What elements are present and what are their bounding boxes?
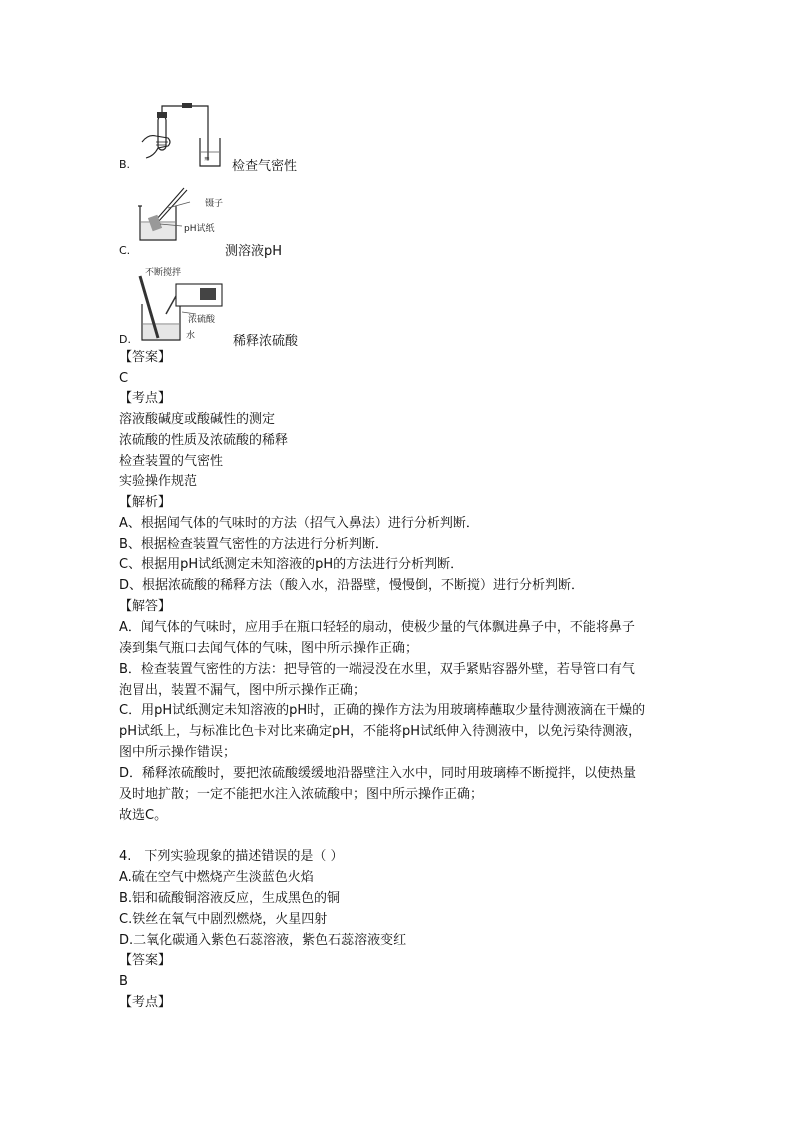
jiexi-line: C、根据用pH试纸测定未知溶液的pH的方法进行分析判断． bbox=[119, 557, 464, 572]
jieda-heading: 【解答】 bbox=[119, 599, 172, 614]
kaodian-item: 检查装置的气密性 bbox=[119, 454, 224, 469]
q4-option-b: B.铝和硫酸铜溶液反应，生成黑色的铜 bbox=[119, 891, 341, 906]
kaodian-heading: 【考点】 bbox=[119, 391, 172, 406]
kaodian-item: 浓硫酸的性质及浓硫酸的稀释 bbox=[119, 433, 289, 448]
tweezers-label: 镊子 bbox=[205, 199, 224, 209]
airtightness-figure bbox=[138, 98, 230, 170]
q4-answer-value: B bbox=[119, 974, 128, 989]
jiexi-heading: 【解析】 bbox=[119, 495, 172, 510]
answer-heading: 【答案】 bbox=[119, 350, 172, 365]
figure-b-caption: 检查气密性 bbox=[232, 159, 298, 174]
figure-c-caption: 测溶液pH bbox=[225, 244, 283, 259]
q4-answer-heading: 【答案】 bbox=[119, 953, 172, 968]
acid-label: 浓硫酸 bbox=[188, 315, 216, 325]
kaodian-item: 实验操作规范 bbox=[119, 474, 198, 489]
jieda-line: C．用pH试纸测定未知溶液的pH时，正确的操作方法为用玻璃棒蘸取少量待测液滴在干燥的 bbox=[119, 703, 646, 718]
svg-text:≋: ≋ bbox=[204, 155, 210, 163]
jieda-line: 泡冒出，装置不漏气，图中所示操作正确； bbox=[119, 683, 367, 698]
jieda-line: B．检查装置气密性的方法：把导管的一端浸没在水里，双手紧贴容器外壁，若导管口有气 bbox=[119, 662, 635, 677]
water-label: 水 bbox=[186, 331, 196, 341]
jieda-line: D．稀释浓硫酸时，要把浓硫酸缓缓地沿器壁注入水中，同时用玻璃棒不断搅拌，以使热量 bbox=[119, 766, 637, 781]
jieda-line: 凑到集气瓶口去闻气体的气味，图中所示操作正确； bbox=[119, 641, 419, 656]
q4-option-d: D.二氧化碳通入紫色石蕊溶液，紫色石蕊溶液变红 bbox=[119, 933, 407, 948]
kaodian-item: 溶液酸碱度或酸碱性的测定 bbox=[119, 412, 276, 427]
figure-c-letter: C. bbox=[119, 244, 131, 257]
jieda-line: pH试纸上，与标准比色卡对比来确定pH，不能将pH试纸伸入待测液中，以免污染待测液， bbox=[119, 724, 642, 739]
q4-option-a: A.硫在空气中燃烧产生淡蓝色火焰 bbox=[119, 870, 314, 885]
figure-b-letter: B. bbox=[119, 158, 131, 171]
jiexi-line: D、根据浓硫酸的稀释方法（酸入水，沿器壁，慢慢倒，不断搅）进行分析判断． bbox=[119, 578, 585, 593]
jieda-line: 图中所示操作错误； bbox=[119, 745, 237, 760]
jieda-line: A．闻气体的气味时，应用手在瓶口轻轻的扇动，使极少量的气体飘进鼻子中，不能将鼻子 bbox=[119, 620, 635, 635]
ph-test-figure bbox=[136, 186, 206, 244]
question-4-stem: 4. 下列实验现象的描述错误的是（ ） bbox=[119, 849, 344, 864]
figure-d-caption: 稀释浓硫酸 bbox=[233, 334, 299, 349]
jiexi-line: A、根据闻气体的气味时的方法（招气入鼻法）进行分析判断． bbox=[119, 516, 479, 531]
jiexi-line: B、根据检查装置气密性的方法进行分析判断． bbox=[119, 537, 388, 552]
jieda-line: 故选C。 bbox=[119, 808, 168, 823]
stir-label: 不断搅拌 bbox=[145, 268, 182, 278]
jieda-line: 及时地扩散；一定不能把水注入浓硫酸中；图中所示操作正确； bbox=[119, 787, 484, 802]
ph-paper-label: pH试纸 bbox=[184, 224, 215, 234]
answer-value: C bbox=[119, 371, 129, 386]
figure-d-letter: D. bbox=[119, 333, 131, 346]
q4-kaodian-heading: 【考点】 bbox=[119, 995, 172, 1010]
q4-option-c: C.铁丝在氧气中剧烈燃烧，火星四射 bbox=[119, 912, 328, 927]
dilution-figure bbox=[136, 274, 232, 344]
